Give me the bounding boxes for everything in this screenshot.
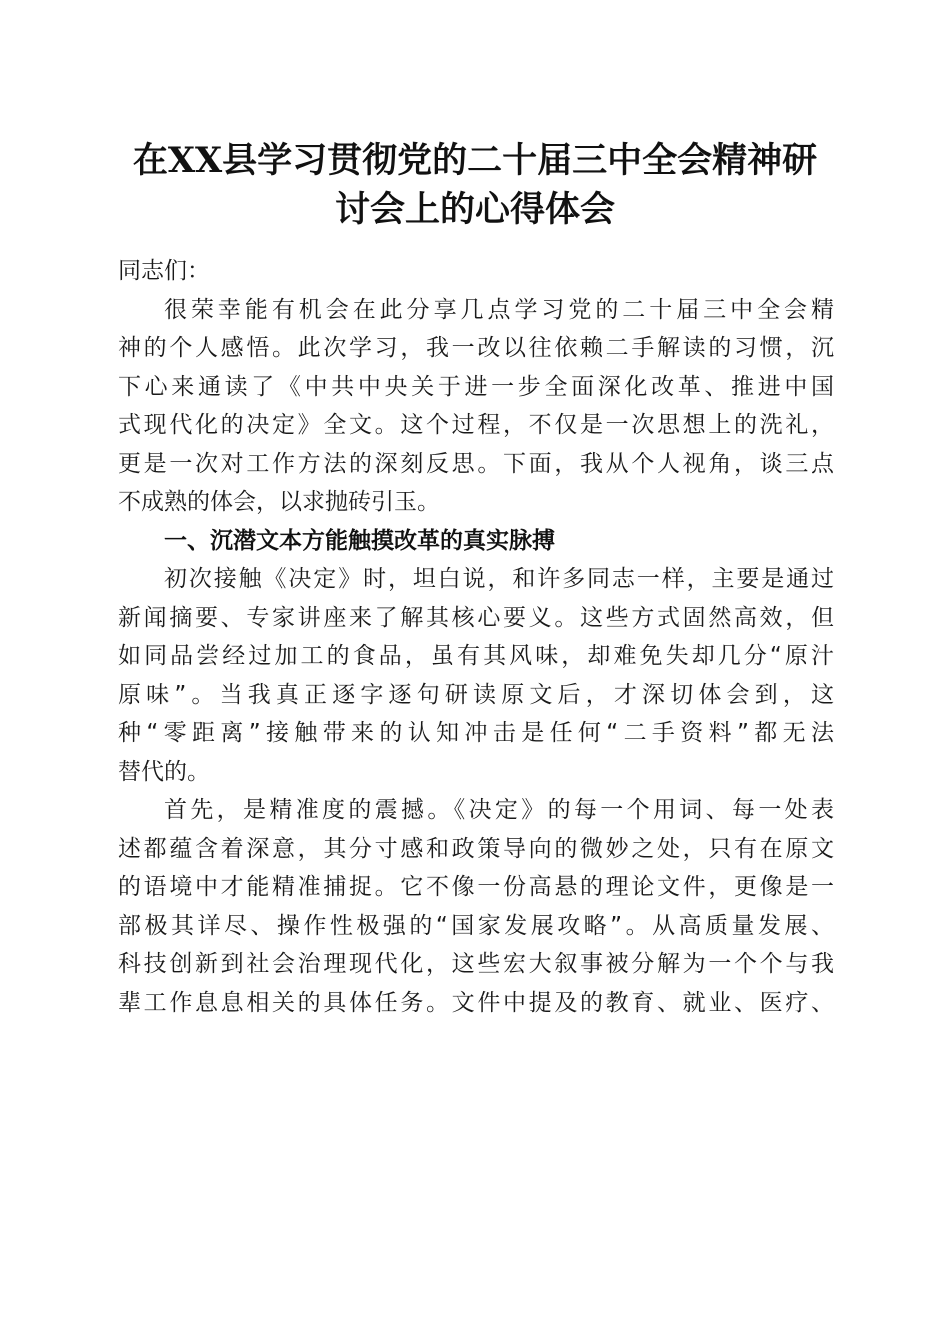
paragraph-2-line-6: 替代的。: [118, 758, 210, 785]
paragraph-2-line-2: 新闻摘要、专家讲座来了解其核心要义。这些方式固然高效，但: [118, 604, 834, 631]
paragraph-1-line-5: 更是一次对工作方法的深刻反思。下面，我从个人视角，谈三点: [118, 450, 834, 477]
paragraph-1-line-2: 神的个人感悟。此次学习，我一改以往依赖二手解读的习惯，沉: [118, 335, 834, 361]
paragraph-2-line-3: 如同品尝经过加工的食品，虽有其风味，却难免失却几分“原汁: [118, 643, 834, 669]
paragraph-1-line-1: 很荣幸能有机会在此分享几点学习党的二十届三中全会精: [164, 296, 834, 323]
section-heading-1: 一、沉潜文本方能触摸改革的真实脉搏: [164, 527, 555, 554]
paragraph-1-line-3: 下心来通读了《中共中央关于进一步全面深化改革、推进中国: [118, 373, 834, 400]
salutation: 同志们：: [118, 258, 210, 284]
paragraph-3-line-4: 部极其详尽、操作性极强的“国家发展攻略”。从高质量发展、: [118, 912, 834, 939]
paragraph-3-line-5: 科技创新到社会治理现代化，这些宏大叙事被分解为一个个与我: [118, 951, 834, 977]
paragraph-2-line-1: 初次接触《决定》时，坦白说，和许多同志一样，主要是通过: [164, 566, 834, 592]
paragraph-2-line-5: 种“零距离”接触带来的认知冲击是任何“二手资料”都无法: [118, 720, 834, 746]
paragraph-3-line-1: 首先，是精准度的震撼。《决定》的每一个用词、每一处表: [164, 797, 834, 823]
paragraph-2-line-4: 原味”。当我真正逐字逐句研读原文后，才深切体会到，这: [118, 681, 834, 708]
paragraph-1-line-6: 不成熟的体会，以求抛砖引玉。: [118, 489, 440, 515]
paragraph-3-line-6: 辈工作息息相关的具体任务。文件中提及的教育、就业、医疗、: [118, 989, 834, 1016]
title-line-1: 在XX县学习贯彻党的二十届三中全会精神研: [132, 140, 818, 181]
document-body: [118, 252, 834, 1022]
paragraph-1-line-4: 式现代化的决定》全文。这个过程，不仅是一次思想上的洗礼，: [118, 412, 834, 438]
paragraph-3-line-2: 述都蕴含着深意，其分寸感和政策导向的微妙之处，只有在原文: [118, 835, 834, 862]
paragraph-3-line-3: 的语境中才能精准捕捉。它不像一份高悬的理论文件，更像是一: [118, 874, 834, 900]
title-line-2: 讨会上的心得体会: [334, 189, 615, 230]
document-title: [100, 136, 850, 234]
